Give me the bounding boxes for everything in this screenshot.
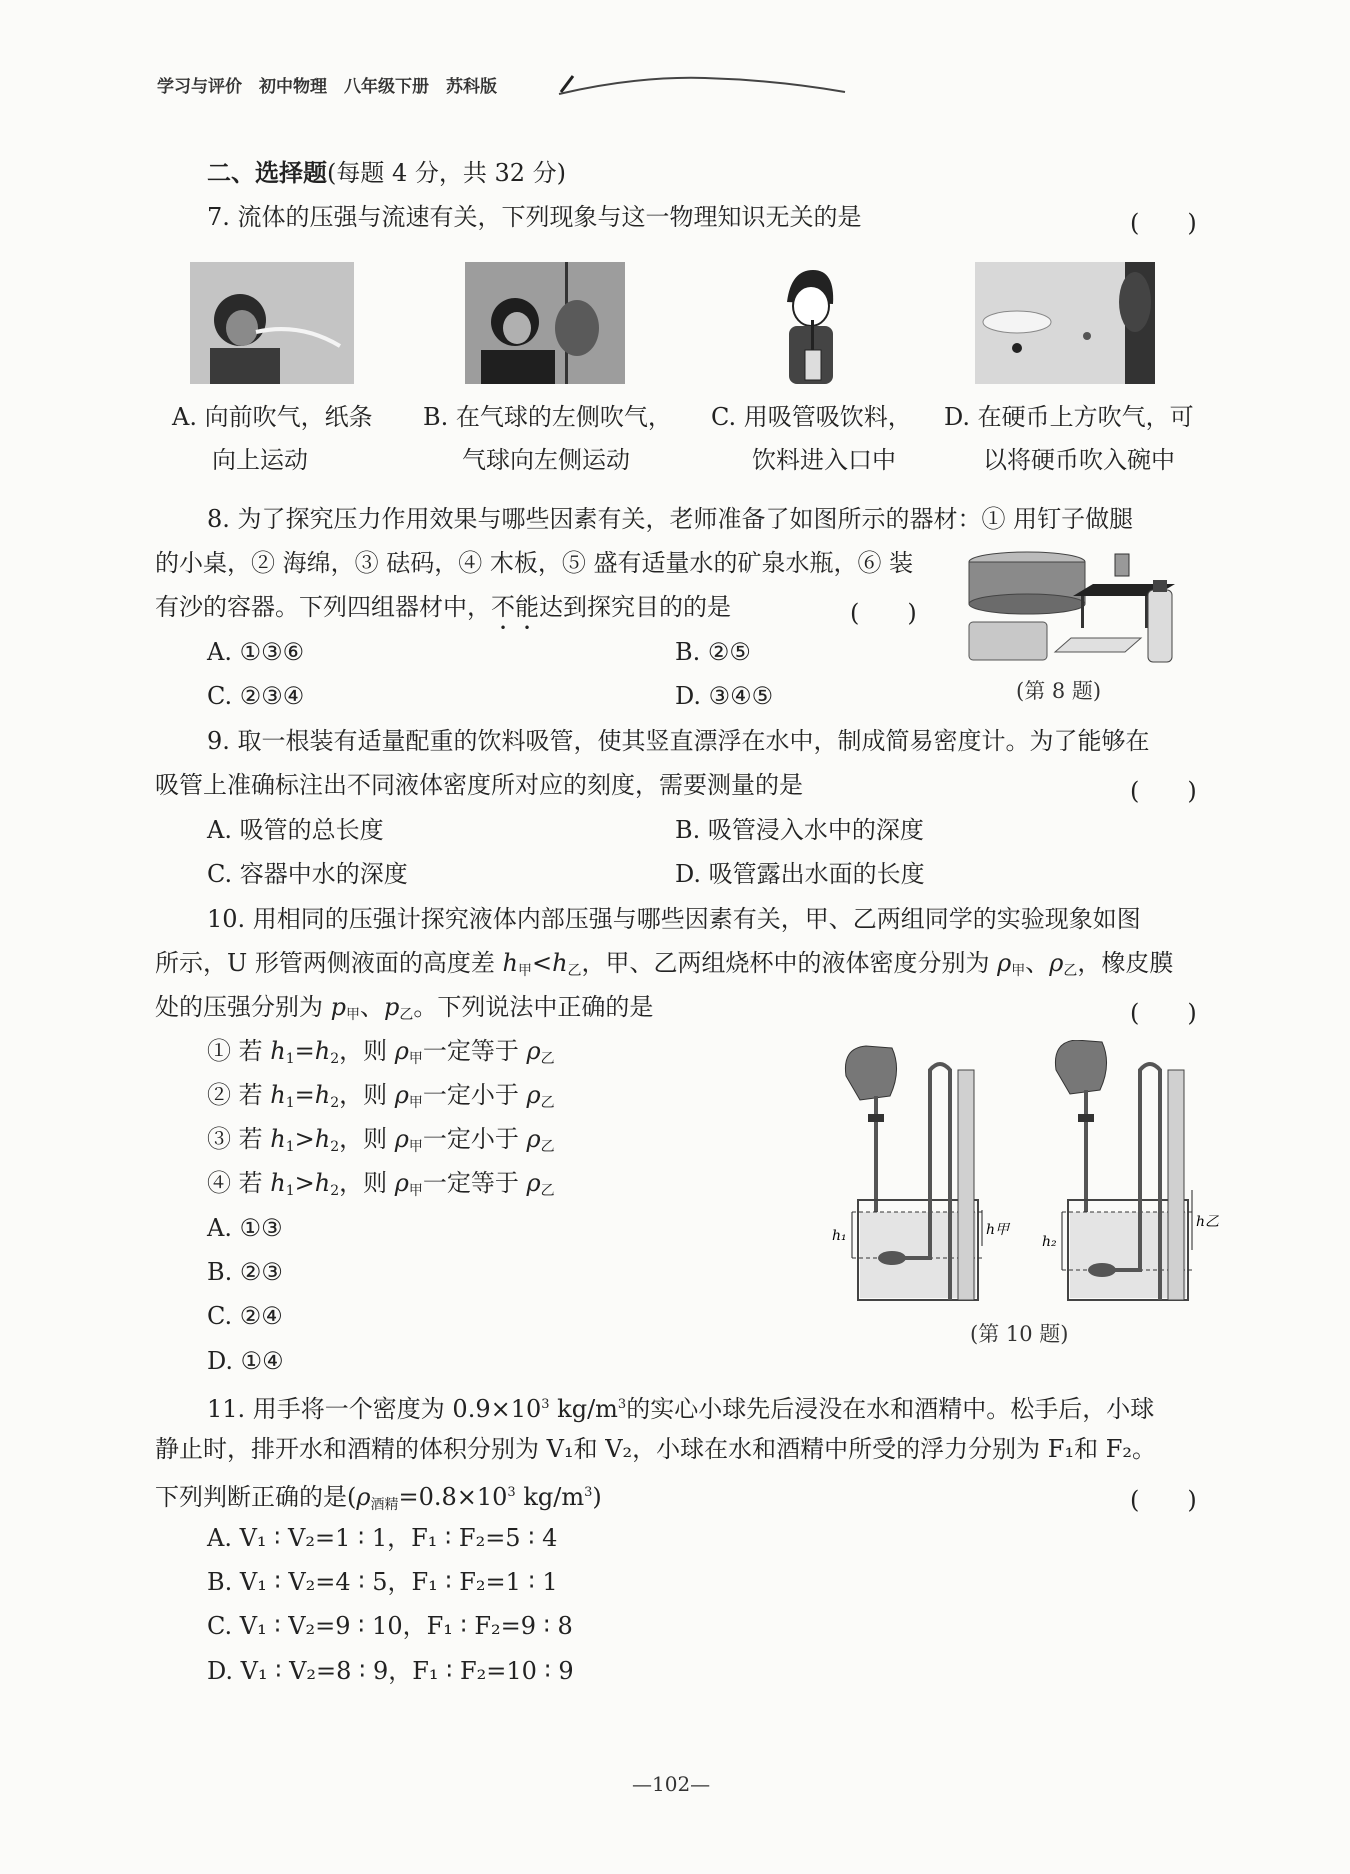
stmt-rs1: 甲 — [408, 1139, 423, 1155]
q10-option-d: D. ①④ — [207, 1347, 284, 1375]
stmt-c: 一定等于 — [422, 1037, 527, 1065]
q10-line2-c: ，橡皮膜 — [1077, 949, 1174, 977]
q10-h-yi: h — [552, 949, 568, 977]
q7-option-a-line2: 向上运动 — [212, 446, 308, 474]
q7-option-d-line1: D. 在硬币上方吹气，可 — [944, 403, 1194, 431]
label-h-yi: h乙 — [1196, 1214, 1220, 1230]
stmt-r1: ρ — [394, 1037, 409, 1065]
stmt-s1: 1 — [285, 1095, 295, 1111]
stmt-h2: h — [314, 1081, 331, 1109]
stmt-h1: h — [270, 1081, 286, 1109]
q11-line3 — [155, 1477, 602, 1521]
photo-b-illustration — [465, 262, 625, 384]
stmt-s1: 1 — [285, 1183, 295, 1199]
q7-option-d-line2: 以将硬币吹入碗中 — [983, 446, 1175, 474]
q7-option-b-line1: B. 在气球的左侧吹气， — [423, 403, 672, 431]
q10-apparatus-left — [845, 1046, 985, 1300]
page-number: —102— — [632, 1772, 711, 1796]
stmt-mid: ，则 — [339, 1081, 395, 1109]
label-h1: h₁ — [832, 1228, 847, 1244]
q10-sub-yi: 乙 — [567, 963, 582, 979]
q11-option-b: B. V₁ ∶ V₂=4 ∶ 5，F₁ ∶ F₂=1 ∶ 1 — [207, 1568, 558, 1596]
q8-line1: 8. 为了探究压力作用效果与哪些因素有关，老师准备了如图所示的器材：① 用钉子做腿 — [207, 505, 1134, 533]
stmt-rs2: 乙 — [540, 1183, 555, 1199]
q10-line3 — [155, 991, 653, 1031]
header-pen-swoosh — [555, 66, 855, 106]
q10-line2-a: 所示，U 形管两侧液面的高度差 — [155, 949, 503, 977]
photo-d-coin-bowl — [975, 262, 1155, 384]
q11-option-c: C. V₁ ∶ V₂=9 ∶ 10，F₁ ∶ F₂=9 ∶ 8 — [207, 1612, 573, 1640]
q7-answer-paren: ( ) — [1130, 209, 1197, 237]
q11-line1-b: kg/m — [549, 1395, 618, 1423]
stmt-op: = — [294, 1081, 315, 1109]
q11-sup3: 3 — [507, 1485, 516, 1500]
q7-stem: 7. 流体的压强与流速有关，下列现象与这一物理知识无关的是 — [207, 203, 862, 231]
q9-line2: 吸管上准确标注出不同液体密度所对应的刻度，需要测量的是 — [155, 771, 803, 799]
stmt-mid: ，则 — [339, 1125, 395, 1153]
q10-apparatus-right — [1055, 1040, 1195, 1300]
q8-answer-paren: ( ) — [850, 599, 917, 627]
stmt-r1: ρ — [394, 1169, 409, 1197]
stmt-r1: ρ — [394, 1081, 409, 1109]
q8-line3-c: 达到探究目的的是 — [539, 593, 731, 621]
q10-line2-b: ，甲、乙两组烧杯中的液体密度分别为 — [581, 949, 998, 977]
q10-statement — [207, 1167, 555, 1211]
q10-line1: 10. 用相同的压强计探究液体内部压强与哪些因素有关，甲、乙两组同学的实验现象如图 — [207, 905, 1141, 933]
label-h2: h₂ — [1042, 1234, 1057, 1250]
q10-answer-paren: ( ) — [1130, 999, 1197, 1027]
q10-manometer-figure — [830, 1040, 1220, 1315]
q10-statements — [207, 1035, 555, 1211]
q11-line3-b: =0.8×10 — [398, 1483, 508, 1511]
q11-line1-c: 的实心小球先后浸没在水和酒精中。松手后，小球 — [626, 1395, 1155, 1423]
stmt-c: 一定小于 — [422, 1081, 527, 1109]
q7-option-b-line2: 气球向左侧运动 — [462, 446, 630, 474]
stmt-s2: 2 — [330, 1095, 340, 1111]
q10-option-a: A. ①③ — [207, 1214, 283, 1242]
q9-option-c: C. 容器中水的深度 — [207, 860, 408, 888]
stmt-h1: h — [270, 1169, 286, 1197]
stmt-rs1: 甲 — [408, 1183, 423, 1199]
header-text: 学习与评价 初中物理 八年级下册 苏科版 — [157, 77, 497, 97]
stmt-c: 一定小于 — [422, 1125, 527, 1153]
q11-line1-a: 11. 用手将一个密度为 0.9×10 — [207, 1395, 542, 1423]
stmt-rs1: 甲 — [408, 1095, 423, 1111]
q10-less-than: < — [531, 949, 553, 977]
stmt-rs1: 甲 — [408, 1051, 423, 1067]
q11-line3-d: ) — [592, 1483, 602, 1511]
section-title-text: 二、选择题 — [207, 159, 327, 187]
q10-h-jia: h — [502, 949, 518, 977]
stmt-mid: ，则 — [339, 1037, 395, 1065]
q8-line2: 的小桌，② 海绵，③ 砝码，④ 木板，⑤ 盛有适量水的矿泉水瓶，⑥ 装 — [155, 549, 914, 577]
q8-option-d: D. ③④⑤ — [675, 682, 774, 710]
q10-option-b: B. ②③ — [207, 1258, 283, 1286]
section-note: (每题 4 分，共 32 分) — [327, 159, 567, 187]
q8-option-b: B. ②⑤ — [675, 638, 751, 666]
q10-rho-yi: ρ — [1049, 949, 1064, 977]
drawing-c-girl-straw — [773, 262, 845, 386]
stmt-num: ③ 若 — [207, 1125, 271, 1153]
q8-option-c: C. ②③④ — [207, 682, 305, 710]
stmt-h1: h — [270, 1125, 286, 1153]
stmt-c: 一定等于 — [422, 1169, 527, 1197]
stmt-r2: ρ — [526, 1037, 541, 1065]
q7-option-c-line2: 饮料进入口中 — [752, 446, 896, 474]
q8-line3 — [155, 591, 731, 635]
page-header — [157, 72, 497, 97]
stmt-s1: 1 — [285, 1051, 295, 1067]
stmt-r2: ρ — [526, 1169, 541, 1197]
q10-sub-jia: 甲 — [517, 963, 532, 979]
q10-figure-caption: (第 10 题) — [970, 1322, 1069, 1346]
q10-sep2: 、 — [360, 993, 385, 1021]
q11-line3-c: kg/m — [515, 1483, 585, 1511]
stmt-rs2: 乙 — [540, 1051, 555, 1067]
q10-sep: 、 — [1025, 949, 1050, 977]
label-h-jia: h甲 — [986, 1222, 1010, 1238]
q11-option-d: D. V₁ ∶ V₂=8 ∶ 9，F₁ ∶ F₂=10 ∶ 9 — [207, 1657, 574, 1685]
stmt-op: > — [294, 1125, 315, 1153]
q11-line2: 静止时，排开水和酒精的体积分别为 V₁和 V₂，小球在水和酒精中所受的浮力分别为 F₁和 F₂。 — [155, 1435, 1156, 1463]
q9-line1: 9. 取一根装有适量配重的饮料吸管，使其竖直漂浮在水中，制成简易密度计。为了能够在 — [207, 727, 1150, 755]
q11-sup4: 3 — [584, 1485, 593, 1500]
q7-photo-b — [465, 262, 625, 384]
q9-option-d: D. 吸管露出水面的长度 — [675, 860, 925, 888]
stmt-num: ① 若 — [207, 1037, 271, 1065]
q7-drawing-c — [773, 262, 845, 386]
stmt-h2: h — [314, 1037, 331, 1065]
q10-p-yi: p — [384, 993, 400, 1021]
stmt-rs2: 乙 — [540, 1139, 555, 1155]
q10-line3-a: 处的压强分别为 — [155, 993, 331, 1021]
q11-sup1: 3 — [541, 1397, 550, 1412]
q11-sup2: 3 — [617, 1397, 627, 1412]
stmt-s2: 2 — [330, 1139, 340, 1155]
q10-p-sub-yi: 乙 — [399, 1007, 414, 1023]
q10-rho-sub-jia: 甲 — [1011, 963, 1026, 979]
stmt-h2: h — [314, 1169, 331, 1197]
q8-equipment-figure — [965, 546, 1190, 666]
stmt-r2: ρ — [526, 1081, 541, 1109]
q7-option-c-line1: C. 用吸管吸饮料， — [711, 403, 912, 431]
q11-rho: ρ — [356, 1483, 371, 1511]
q10-statement — [207, 1079, 555, 1123]
q8-option-a: A. ①③⑥ — [207, 638, 305, 666]
q11-line3-a: 下列判断正确的是( — [155, 1483, 357, 1511]
q10-statement — [207, 1035, 555, 1079]
q11-rho-sub: 酒精 — [370, 1497, 399, 1513]
stmt-r2: ρ — [526, 1125, 541, 1153]
q11-option-a: A. V₁ ∶ V₂=1 ∶ 1，F₁ ∶ F₂=5 ∶ 4 — [207, 1524, 558, 1552]
q10-line3-b: 。下列说法中正确的是 — [413, 993, 654, 1021]
q8-line3-a: 有沙的容器。下列四组器材中， — [155, 593, 491, 621]
stmt-r1: ρ — [394, 1125, 409, 1153]
q10-statement — [207, 1123, 555, 1167]
q10-rho-jia: ρ — [997, 949, 1012, 977]
q7-photo-d — [975, 262, 1155, 384]
q10-line2 — [155, 947, 1173, 987]
stmt-h1: h — [270, 1037, 286, 1065]
q7-option-a-line1: A. 向前吹气，纸条 — [172, 403, 373, 431]
q7-photo-a — [190, 262, 354, 384]
stmt-s2: 2 — [330, 1051, 340, 1067]
stmt-rs2: 乙 — [540, 1095, 555, 1111]
stmt-s1: 1 — [285, 1139, 295, 1155]
q8-emphasis-not: 不能 — [491, 593, 539, 621]
q10-p-jia: p — [330, 993, 347, 1021]
q10-option-c: C. ②④ — [207, 1302, 283, 1330]
stmt-num: ② 若 — [207, 1081, 271, 1109]
q11-answer-paren: ( ) — [1130, 1486, 1197, 1514]
q10-rho-sub-yi: 乙 — [1063, 963, 1078, 979]
stmt-h2: h — [314, 1125, 331, 1153]
stmt-op: = — [294, 1037, 315, 1065]
stmt-num: ④ 若 — [207, 1169, 271, 1197]
stmt-s2: 2 — [330, 1183, 340, 1199]
photo-a-illustration — [190, 262, 354, 384]
q11-line1 — [207, 1389, 1154, 1425]
q9-option-b: B. 吸管浸入水中的深度 — [675, 816, 924, 844]
q10-p-sub-jia: 甲 — [346, 1007, 361, 1023]
q9-option-a: A. 吸管的总长度 — [207, 816, 384, 844]
q8-figure-caption: (第 8 题) — [1016, 679, 1102, 703]
q9-answer-paren: ( ) — [1130, 777, 1197, 805]
stmt-op: > — [294, 1169, 315, 1197]
section-title — [207, 157, 566, 189]
stmt-mid: ，则 — [339, 1169, 395, 1197]
